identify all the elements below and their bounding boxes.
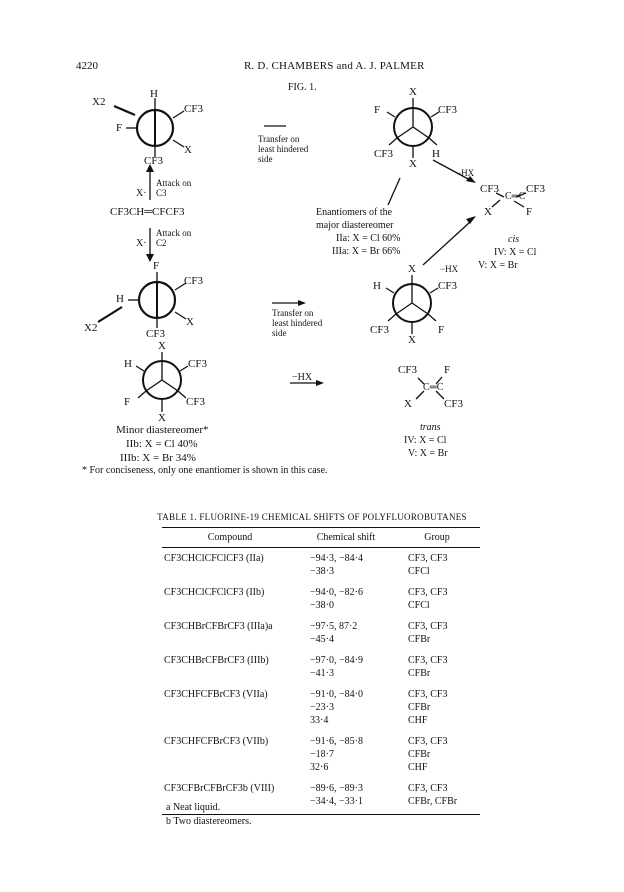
minor-label-line1: IIb: X = Cl 40% bbox=[126, 438, 198, 450]
cell-shift bbox=[298, 620, 394, 654]
transfer-top-line1: Transfer on bbox=[258, 134, 300, 144]
transfer-top-line2: least hindered bbox=[258, 144, 309, 154]
minor-cf3-b: CF3 bbox=[186, 396, 205, 408]
attack-c3-label: Attack on C3 bbox=[156, 178, 192, 198]
newman-ml-f: F bbox=[153, 260, 160, 272]
cell-shift-line: −94·3, −84·4 bbox=[310, 553, 363, 564]
trans-label-title: trans bbox=[420, 422, 441, 433]
transfer-mid-label bbox=[272, 308, 322, 338]
cell-shift-line: −38·3 bbox=[310, 566, 334, 577]
cell-compound: CF3CHClCFClCF3 (IIa) bbox=[164, 553, 264, 564]
cell-compound: CF3CHBrCFBrCF3 (IIIb) bbox=[164, 655, 269, 666]
attack-c2-label: Attack on C2 bbox=[156, 228, 192, 248]
minor-h: H bbox=[124, 358, 132, 370]
table-row bbox=[162, 620, 480, 654]
minus-hx-lower: −HX bbox=[440, 264, 459, 274]
figure-title: FIG. 1. bbox=[288, 82, 317, 93]
table-row bbox=[162, 688, 480, 735]
table-caption: TABLE 1. FLUORINE-19 CHEMICAL SHIFTS OF POLYFLUOROBUTANES bbox=[157, 512, 467, 522]
cell-shift-line: −91·0, −84·0 bbox=[310, 689, 363, 700]
lr-h: H bbox=[373, 280, 381, 292]
cell-group bbox=[394, 688, 480, 735]
major-label bbox=[316, 206, 401, 258]
attack-c3-reagent: X· bbox=[136, 188, 147, 199]
lr-f: F bbox=[438, 324, 445, 336]
major-label-line3: IIa: X = Cl 60% bbox=[336, 233, 401, 244]
table-row bbox=[162, 586, 480, 620]
cell-shift-line: −18·7 bbox=[310, 749, 334, 760]
cell-group bbox=[394, 782, 480, 815]
cell-group-line: CF3, CF3 bbox=[408, 736, 448, 747]
newman-tl-f: F bbox=[116, 122, 123, 134]
minor-x-bottom: X bbox=[158, 412, 166, 424]
cell-group-line: CF3, CF3 bbox=[408, 783, 448, 794]
cis-cf3-right: CF3 bbox=[526, 183, 545, 195]
cis-label-title: cis bbox=[508, 234, 520, 245]
minus-hx-upper: −HX bbox=[456, 168, 475, 178]
table-row bbox=[162, 548, 480, 587]
cell-shift-line: 32·6 bbox=[310, 762, 329, 773]
lr-cf3-bottom: CF3 bbox=[370, 324, 389, 336]
cell-shift-line: −89·6, −89·3 bbox=[310, 783, 363, 794]
lr-x-bottom: X bbox=[408, 334, 416, 346]
tr-cf3-top: CF3 bbox=[438, 104, 457, 116]
cell-shift-line: −23·3 bbox=[310, 702, 334, 713]
cell-shift bbox=[298, 782, 394, 815]
page-number: 4220 bbox=[76, 60, 98, 72]
col-compound: Compound bbox=[162, 528, 298, 548]
major-label-line4: IIIa: X = Br 66% bbox=[332, 246, 401, 257]
svg-text:C═C: C═C bbox=[505, 191, 526, 202]
tr-f: F bbox=[374, 104, 381, 116]
cis-label-line1: IV: X = Cl bbox=[494, 247, 537, 258]
newman-tl-h: H bbox=[150, 88, 158, 100]
cell-group-line: CFCl bbox=[408, 600, 430, 611]
tr-x-bottom: X bbox=[409, 158, 417, 170]
newman-tl-x2: X2 bbox=[92, 96, 106, 108]
cis-label-line2: V: X = Br bbox=[478, 260, 518, 271]
cell-group bbox=[394, 620, 480, 654]
table-header-row bbox=[162, 528, 480, 548]
cell-shift-line: 33·4 bbox=[310, 715, 329, 726]
cell-compound: CF3CHFCFBrCF3 (VIIb) bbox=[164, 736, 269, 747]
svg-text:C═C: C═C bbox=[423, 382, 444, 393]
transfer-mid-line3: side bbox=[272, 328, 287, 338]
cell-group bbox=[394, 735, 480, 782]
col-shift: Chemical shift bbox=[298, 528, 394, 548]
trans-label-line1: IV: X = Cl bbox=[404, 435, 447, 446]
transfer-mid-line1: Transfer on bbox=[272, 308, 314, 318]
shift-table bbox=[162, 527, 480, 815]
minor-x-top: X bbox=[158, 340, 166, 352]
cell-shift-line: −97·0, −84·9 bbox=[310, 655, 363, 666]
newman-tl-x: X bbox=[184, 144, 192, 156]
newman-ml-h: H bbox=[116, 293, 124, 305]
cell-shift bbox=[298, 654, 394, 688]
transfer-mid-line2: least hindered bbox=[272, 318, 323, 328]
col-group: Group bbox=[394, 528, 480, 548]
cell-shift bbox=[298, 548, 394, 587]
trans-cf3-right: CF3 bbox=[444, 398, 463, 410]
cell-group-line: CFCl bbox=[408, 566, 430, 577]
newman-ml-x: X bbox=[186, 316, 194, 328]
newman-tl-cf3: CF3 bbox=[184, 103, 203, 115]
cis-x: X bbox=[484, 206, 492, 218]
trans-cf3-left: CF3 bbox=[398, 364, 417, 376]
transfer-top-line3: side bbox=[258, 154, 273, 164]
transfer-top-label bbox=[258, 134, 308, 164]
cell-group bbox=[394, 654, 480, 688]
cell-compound: CF3CHClCFClCF3 (IIb) bbox=[164, 587, 265, 598]
cell-compound: CF3CHFCFBrCF3 (VIIa) bbox=[164, 689, 268, 700]
trans-f: F bbox=[444, 364, 451, 376]
alkene-start: CF3CH═CFCF3 bbox=[110, 206, 185, 218]
major-label-line2: major diastereomer bbox=[316, 220, 394, 231]
attack-c2-reagent: X· bbox=[136, 238, 147, 249]
cis-cf3-left: CF3 bbox=[480, 183, 499, 195]
cell-group-line: CF3, CF3 bbox=[408, 621, 448, 632]
tr-x-top: X bbox=[409, 86, 417, 98]
cell-shift bbox=[298, 688, 394, 735]
cell-shift-line: −91·6, −85·8 bbox=[310, 736, 363, 747]
minor-cf3-a: CF3 bbox=[188, 358, 207, 370]
cell-shift-line: −34·4, −33·1 bbox=[310, 796, 363, 807]
cell-shift-line: −41·3 bbox=[310, 668, 334, 679]
cell-group-line: CF3, CF3 bbox=[408, 689, 448, 700]
cell-shift-line: −45·4 bbox=[310, 634, 334, 645]
cell-group-line: CFBr bbox=[408, 749, 431, 760]
figure-footnote: * For conciseness, only one enantiomer is shown in this case. bbox=[82, 465, 328, 476]
minor-label-line2: IIIb: X = Br 34% bbox=[120, 452, 196, 464]
cell-shift-line: −94·0, −82·6 bbox=[310, 587, 363, 598]
table-footnote-a: a Neat liquid. bbox=[166, 802, 221, 813]
table-row bbox=[162, 735, 480, 782]
cell-group-line: CF3, CF3 bbox=[408, 553, 448, 564]
cell-group-line: CFBr bbox=[408, 702, 431, 713]
running-header-authors: R. D. CHAMBERS and A. J. PALMER bbox=[244, 60, 425, 72]
trans-label-line2: V: X = Br bbox=[408, 448, 448, 459]
cell-shift-line: −97·5, 87·2 bbox=[310, 621, 358, 632]
cis-f: F bbox=[526, 206, 533, 218]
table-footnote-b: b Two diastereomers. bbox=[166, 816, 252, 827]
major-label-line1: Enantiomers of the bbox=[316, 207, 393, 218]
lr-cf3-top: CF3 bbox=[438, 280, 457, 292]
minor-label-title: Minor diastereomer* bbox=[116, 424, 209, 436]
trans-x: X bbox=[404, 398, 412, 410]
newman-tl-cf3-bottom: CF3 bbox=[144, 155, 163, 167]
cell-group-line: CFBr bbox=[408, 668, 431, 679]
minus-hx-mid: −HX bbox=[292, 372, 313, 383]
tr-cf3-bottom: CF3 bbox=[374, 148, 393, 160]
cell-group-line: CFBr, CFBr bbox=[408, 796, 458, 807]
cell-group-line: CHF bbox=[408, 762, 428, 773]
lr-x-top: X bbox=[408, 263, 416, 275]
cell-group bbox=[394, 548, 480, 587]
cell-compound: CF3CFBrCFBrCF3b (VIII) bbox=[162, 782, 298, 815]
newman-ml-cf3: CF3 bbox=[184, 275, 203, 287]
cell-shift bbox=[298, 586, 394, 620]
cell-compound: CF3CHBrCFBrCF3 (IIIa)a bbox=[164, 621, 273, 632]
table-row bbox=[162, 654, 480, 688]
cell-shift-line: −38·0 bbox=[310, 600, 334, 611]
cell-group-line: CFBr bbox=[408, 634, 431, 645]
newman-ml-cf3-bottom: CF3 bbox=[146, 328, 165, 340]
cell-shift bbox=[298, 735, 394, 782]
newman-ml-x2: X2 bbox=[84, 322, 98, 334]
cell-group-line: CHF bbox=[408, 715, 428, 726]
cell-group-line: CF3, CF3 bbox=[408, 655, 448, 666]
cell-group-line: CF3, CF3 bbox=[408, 587, 448, 598]
cell-group bbox=[394, 586, 480, 620]
tr-h: H bbox=[432, 148, 440, 160]
minor-f: F bbox=[124, 396, 131, 408]
